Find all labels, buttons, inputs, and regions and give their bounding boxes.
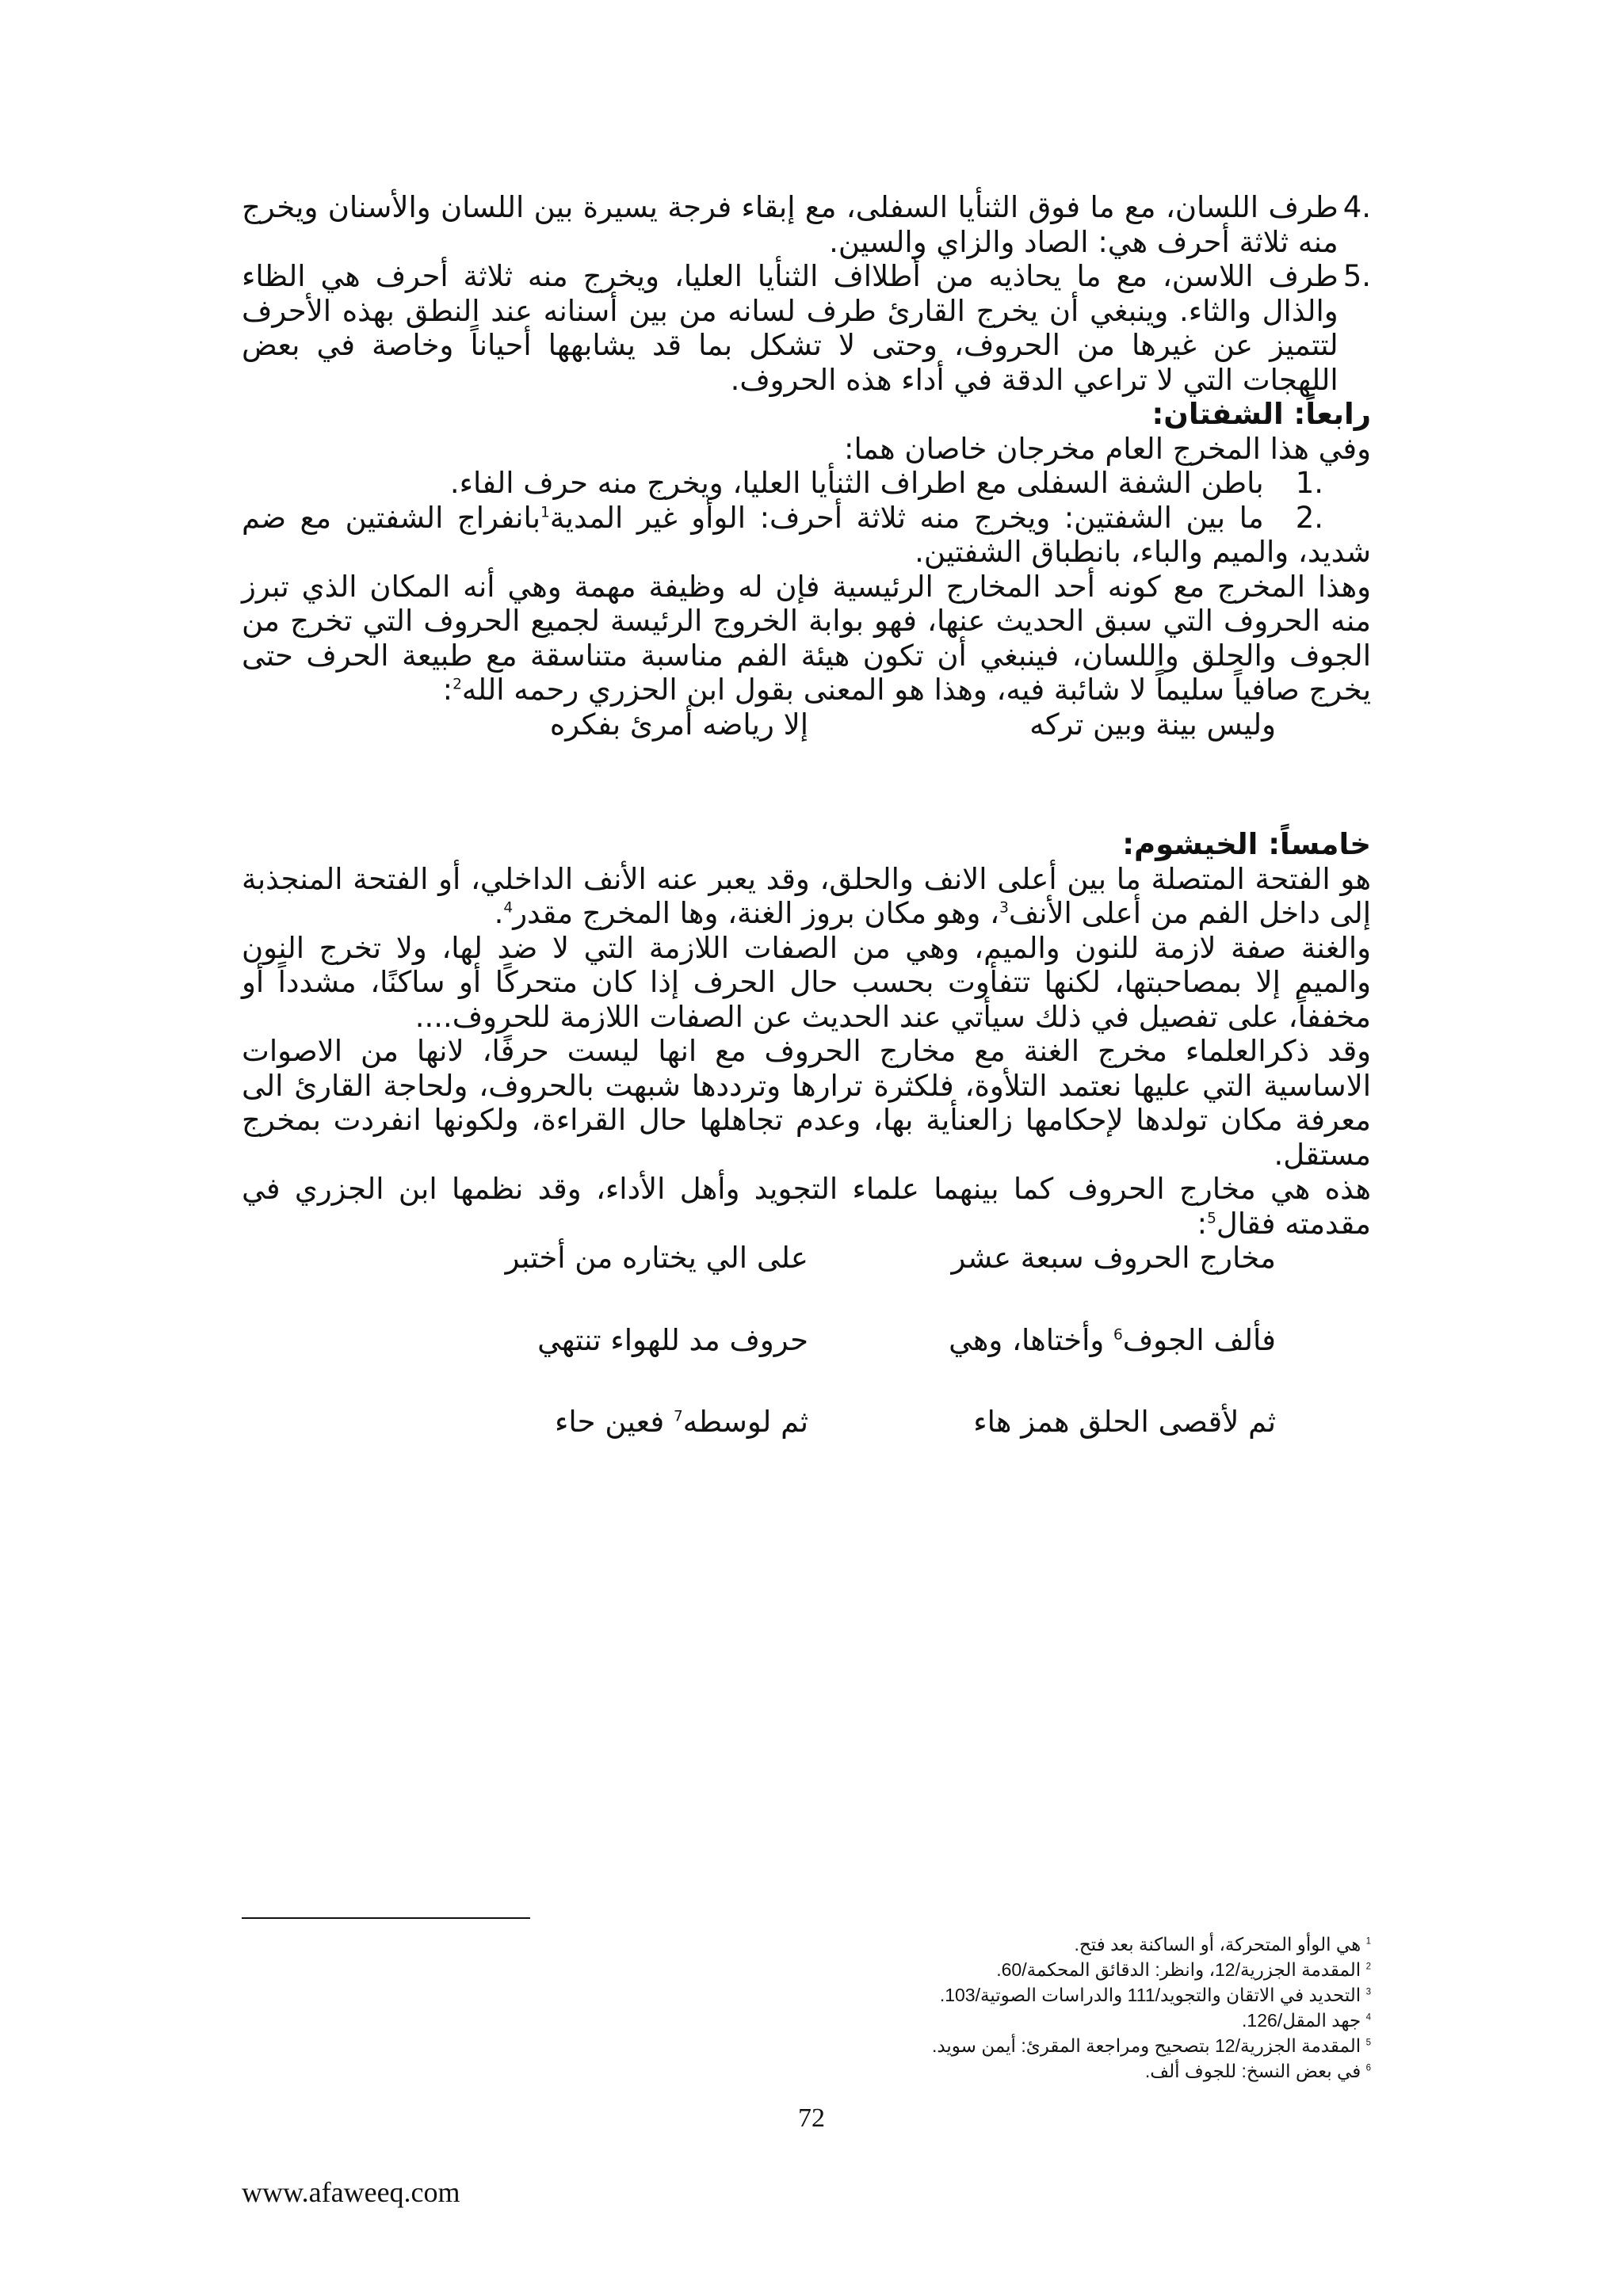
list-item-lips-1	[242, 466, 1371, 501]
footnote-ref[interactable]: 2	[453, 676, 462, 693]
item-number: .1	[1295, 466, 1323, 500]
footnote-ref[interactable]: 1	[540, 504, 550, 521]
footnote-number: 6	[1365, 2063, 1371, 2073]
item-text: ما بين الشفتين: ويخرج منه ثلاثة أحرف: الوأو غير المدية	[549, 500, 1264, 535]
paragraph-lips	[242, 570, 1371, 707]
footnote	[242, 2058, 1371, 2084]
footnote-number: 3	[1365, 1987, 1371, 1997]
paragraph-nose-1	[242, 862, 1371, 931]
footnote-text: المقدمة الجزرية/12 بتصحيح ومراجعة المقرئ: أيمن سويد.	[931, 2035, 1361, 2056]
item-number: .5	[1342, 259, 1371, 293]
footnote-text: جهد المقل/126.	[1242, 2010, 1361, 2031]
footnote-separator	[242, 1917, 530, 1919]
footnote	[242, 1982, 1371, 2008]
page-number: 72	[798, 2103, 825, 2133]
footnote-ref[interactable]: 6	[1113, 1326, 1123, 1344]
footnote-text: المقدمة الجزرية/12، وانظر: الدقائق المحكمة/60.	[996, 1959, 1361, 1980]
verse-hemistich-1: وليس بينة وبين تركه	[1029, 707, 1276, 742]
footnotes	[242, 1932, 1371, 2084]
verse-hemistich-2: حروف مد للهواء تنتهي	[537, 1322, 808, 1357]
paragraph-text: ، وهو مكان بروز الغنة، وها المخرج مقدر	[513, 896, 1000, 930]
paragraph-text: .	[494, 896, 504, 930]
paragraph-nose-4	[242, 1172, 1371, 1241]
verse-hemistich-1: مخارج الحروف سبعة عشر	[951, 1241, 1276, 1275]
footnote-text: التحديد في الاتقان والتجويد/111 والدراسات الصوتية/103.	[939, 1985, 1361, 2005]
paragraph-nose-2: والغنة صفة لازمة للنون والميم، وهي من الصفات اللازمة التي لا ضد لها، ولا تخرج النون والميم إلا بمصاحبتها، لكنها تتفأوت بحسب حال الحرف إذا كان متحركًا أو ساكنًا، مشدداً أو مخففاً، على تفصيل في ذلك سيأتي عند الحديث عن الصفات اللازمة للحروف....	[242, 930, 1371, 1034]
item-text: باطن الشفة السفلى مع اطراف الثنأيا العليا، ويخرج منه حرف الفاء.	[449, 466, 1264, 500]
verse-line	[242, 707, 1371, 742]
footnote-text: في بعض النسخ: للجوف ألف.	[1144, 2061, 1361, 2081]
verse-line	[242, 1405, 1371, 1440]
main-text	[242, 190, 1371, 1440]
verse-text: فألف الجوف	[1122, 1322, 1276, 1357]
paragraph-text: هذه هي مخارج الحروف كما بينهما علماء التجويد وأهل الأداء، وقد نظمها ابن الجزري في مقدمته فقال	[242, 1172, 1371, 1241]
verse-hemistich-2: على الي يختاره من أختبر	[505, 1241, 808, 1275]
verse-hemistich-1	[808, 1323, 1371, 1358]
footnote-ref[interactable]: 5	[1207, 1210, 1216, 1227]
footnote-ref[interactable]: 4	[503, 899, 514, 917]
list-item-5	[242, 259, 1371, 397]
verse-text: فعين حاء	[555, 1405, 674, 1439]
item-text: طرف اللاسن، مع ما يحاذيه من أطلااف الثنأيا العليا، ويخرج منه ثلاثة أحرف هي الظاء والذال والثاء. وينبغي أن يخرج القارئ طرف لسانه من بين أسنانه عند النطق بهذه الأحرف لتتميز عن غيرها من الحروف، وحتى لا تشكل بما قد يشابهها أحياناً وخاصة في بعض اللهجات التي لا تراعي الدقة في أداء هذه الحروف.	[242, 259, 1338, 397]
verse-hemistich-2: إلا رياضه أمرئ بفكره	[549, 707, 808, 742]
footnote-ref[interactable]: 7	[673, 1408, 683, 1425]
footnote-text: هي الوأو المتحركة، أو الساكنة بعد فتح.	[1074, 1934, 1361, 1955]
item-number: .4	[1342, 190, 1371, 224]
paragraph-text: :	[442, 673, 453, 707]
footnote-number: 2	[1365, 1962, 1371, 1972]
verse-text: ثم لوسطه	[682, 1405, 808, 1439]
verse-hemistich-1: ثم لأقصى الحلق همز هاء	[973, 1405, 1276, 1439]
footnote	[242, 1957, 1371, 1982]
verse-line	[242, 1323, 1371, 1358]
paragraph-text: :	[1197, 1206, 1208, 1241]
section-heading-nose: خامساً: الخيشوم:	[1122, 827, 1371, 861]
footnote	[242, 2008, 1371, 2033]
footnote-number: 5	[1365, 2038, 1371, 2048]
footnote-number: 1	[1365, 1936, 1371, 1947]
paragraph-nose-3: وقد ذكرالعلماء مخرج الغنة مع مخارج الحروف مع انها ليست حرفًا، لانها من الاصوات الاساسية التي عليها نعتمد التلأوة، فلكثرة ترارها وترددها شبهت بالحروف، ولحاجة القارئ الى معرفة مكان تولدها لإحكامها زالعنأية بها، وعدم تجاهلها حال القراءة، ولكونها انفردت بمخرج مستقل.	[242, 1034, 1371, 1172]
paragraph-text: هو الفتحة المتصلة ما بين أعلى الانف والحلق، وقد يعبر عنه الأنف الداخلي، أو الفتحة المنجذبة إلى داخل الفم من أعلى الأنف	[242, 861, 1371, 930]
verse-line	[242, 1241, 1371, 1276]
footnote	[242, 2033, 1371, 2058]
paragraph-lips-intro: وفي هذا المخرج العام مخرجان خاصان هما:	[844, 431, 1371, 466]
paragraph-text: وهذا المخرج مع كونه أحد المخارج الرئيسية فإن له وظيفة مهمة وهي أنه المكان الذي تبرز منه الحروف التي سبق الحديث عنها، فهو بوابة الخروج الرئيسة لجميع الحروف التي تخرج من الجوف والحلق واللسان، فينبغي أن تكون هيئة الفم مناسبة متناسقة مع طبيعة الحرف حتى يخرج صافياً سليماً لا شائبة فيه، وهذا هو المعنى بقول ابن الحزري رحمه الله	[242, 569, 1371, 707]
footnote-number: 4	[1365, 2012, 1371, 2023]
footnote	[242, 1932, 1371, 1957]
verse-hemistich-2	[555, 1405, 808, 1440]
section-heading-lips: رابعاً: الشفتان:	[1151, 397, 1371, 431]
verse-text: وأختاها، وهي	[949, 1322, 1114, 1357]
list-item-4	[242, 190, 1371, 259]
item-text: طرف اللسان، مع ما فوق الثنأيا السفلى، مع إبقاء فرجة يسيرة بين اللسان والأسنان ويخرج منه ثلاثة أحرف هي: الصاد والزاي والسين.	[242, 190, 1338, 259]
item-number: .2	[1295, 500, 1323, 535]
list-item-lips-2	[242, 501, 1371, 570]
website-link[interactable]: www.afaweeq.com	[242, 2176, 460, 2208]
item-text: بانفراج الشفتين مع ضم شديد، والميم والباء، بانطباق الشفتين.	[242, 500, 1371, 569]
footnote-ref[interactable]: 3	[999, 899, 1009, 917]
